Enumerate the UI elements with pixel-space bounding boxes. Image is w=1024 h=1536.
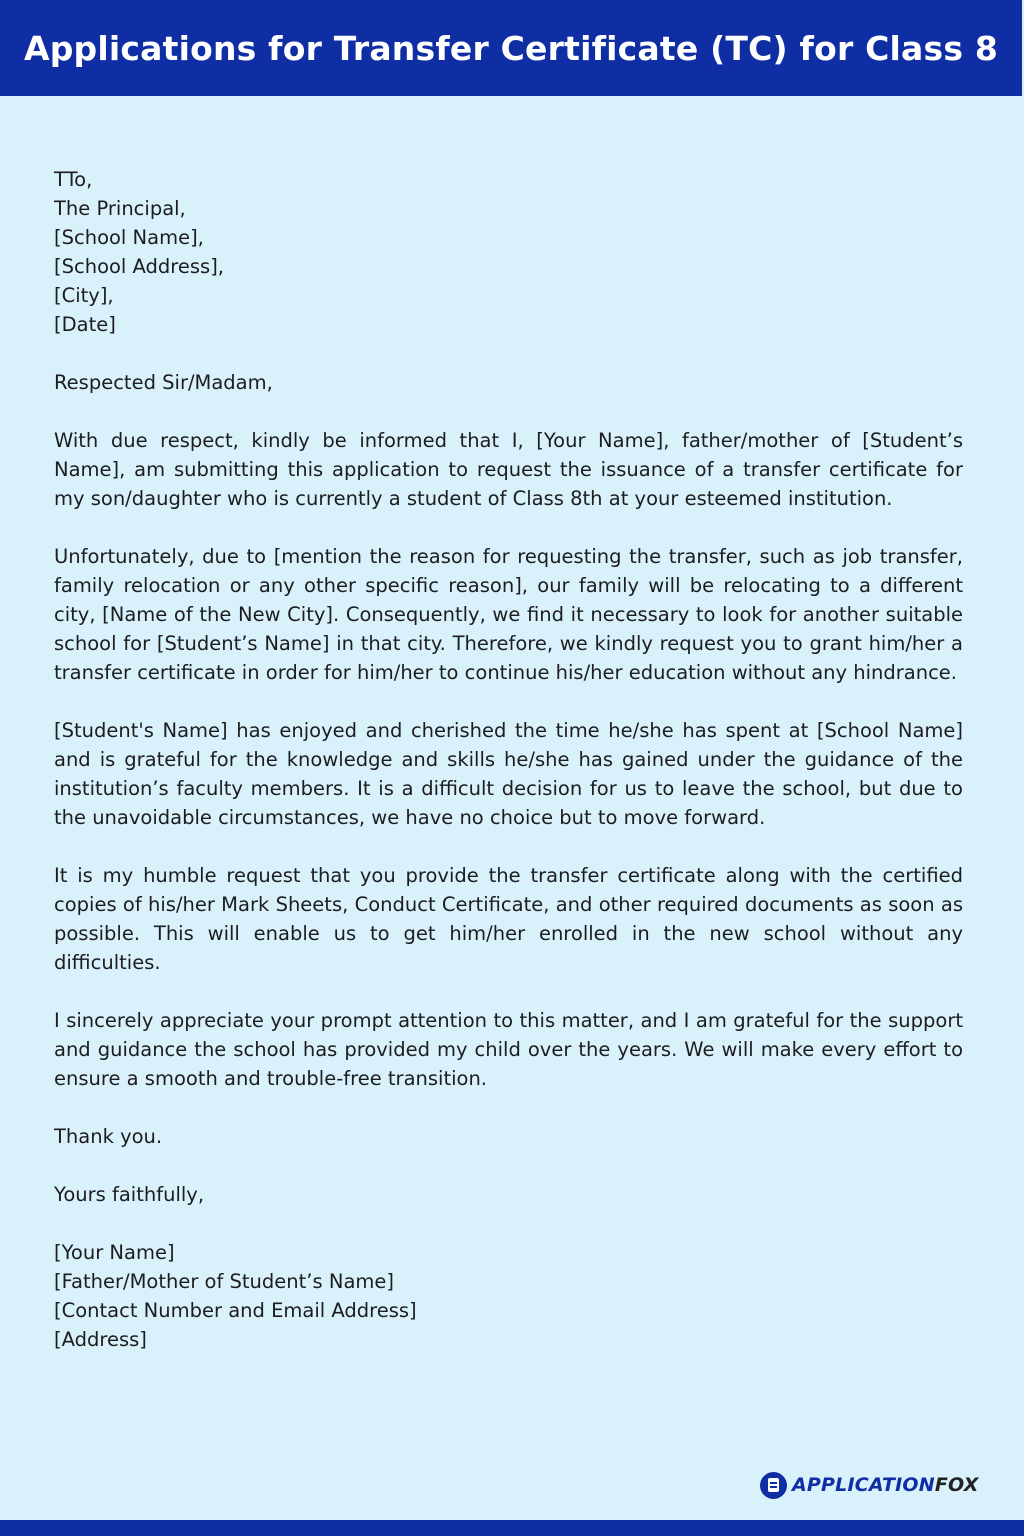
body-paragraph: [Student's Name] has enjoyed and cherished the time he/she has spent at [School Name] and is grateful for the knowledge and skills he/she has gained under the guidance of the institution’s faculty members. It is a difficult decision for us to leave the school, but due to the unavoidable circumstances, we have no choice but to move forward. — [54, 719, 963, 829]
page-title: Applications for Transfer Certificate (TC) for Class 8 — [23, 28, 999, 68]
recipient-address — [54, 165, 963, 339]
thanks-line: Thank you. — [54, 1125, 163, 1148]
body-paragraph: Unfortunately, due to [mention the reason for requesting the transfer, such as job transfer, family relocation or any other specific reason], our family will be relocating to a different city, [Name of the New City]. Consequently, we find it necessary to look for another suitable school for [Student’s Name] in that city. Therefore, we kindly request you to grant him/her a transfer certificate in order for him/her to continue his/her education without any hindrance. — [54, 545, 963, 684]
signature-line: [Father/Mother of Student’s Name] — [54, 1270, 394, 1293]
logo-text-part1: APPLICATION — [792, 1474, 935, 1496]
address-line: [Date] — [54, 313, 116, 336]
footer-bar — [0, 1520, 1024, 1536]
signature-line: [Contact Number and Email Address] — [54, 1299, 417, 1322]
applicationfox-logo — [760, 1470, 979, 1500]
logo-text-part2: FOX — [934, 1474, 979, 1496]
document-icon — [760, 1472, 787, 1499]
salutation: Respected Sir/Madam, — [54, 371, 273, 394]
signature-line: [Your Name] — [54, 1241, 175, 1264]
logo-text — [792, 1474, 979, 1496]
address-line: The Principal, — [54, 197, 186, 220]
address-line: [School Address], — [54, 255, 225, 278]
signature-line: [Address] — [54, 1328, 147, 1351]
address-line: TTo, — [54, 168, 93, 191]
address-line: [School Name], — [54, 226, 204, 249]
signature-block — [54, 1238, 963, 1354]
address-line: [City], — [54, 284, 114, 307]
body-paragraph: It is my humble request that you provide the transfer certificate along with the certified copies of his/her Mark Sheets, Conduct Certificate, and other required documents as soon as possible. This will enable us to get him/her enrolled in the new school without any difficulties. — [54, 864, 963, 974]
body-paragraph: With due respect, kindly be informed that I, [Your Name], father/mother of [Student’s Name], am submitting this application to request the issuance of a transfer certificate for my son/daughter who is currently a student of Class 8th at your esteemed institution. — [54, 429, 963, 510]
body-paragraph: I sincerely appreciate your prompt attention to this matter, and I am grateful for the support and guidance the school has provided my child over the years. We will make every effort to ensure a smooth and trouble-free transition. — [54, 1009, 963, 1090]
closing-line: Yours faithfully, — [54, 1183, 205, 1206]
page-header — [0, 0, 1022, 96]
letter-body — [54, 165, 963, 1383]
